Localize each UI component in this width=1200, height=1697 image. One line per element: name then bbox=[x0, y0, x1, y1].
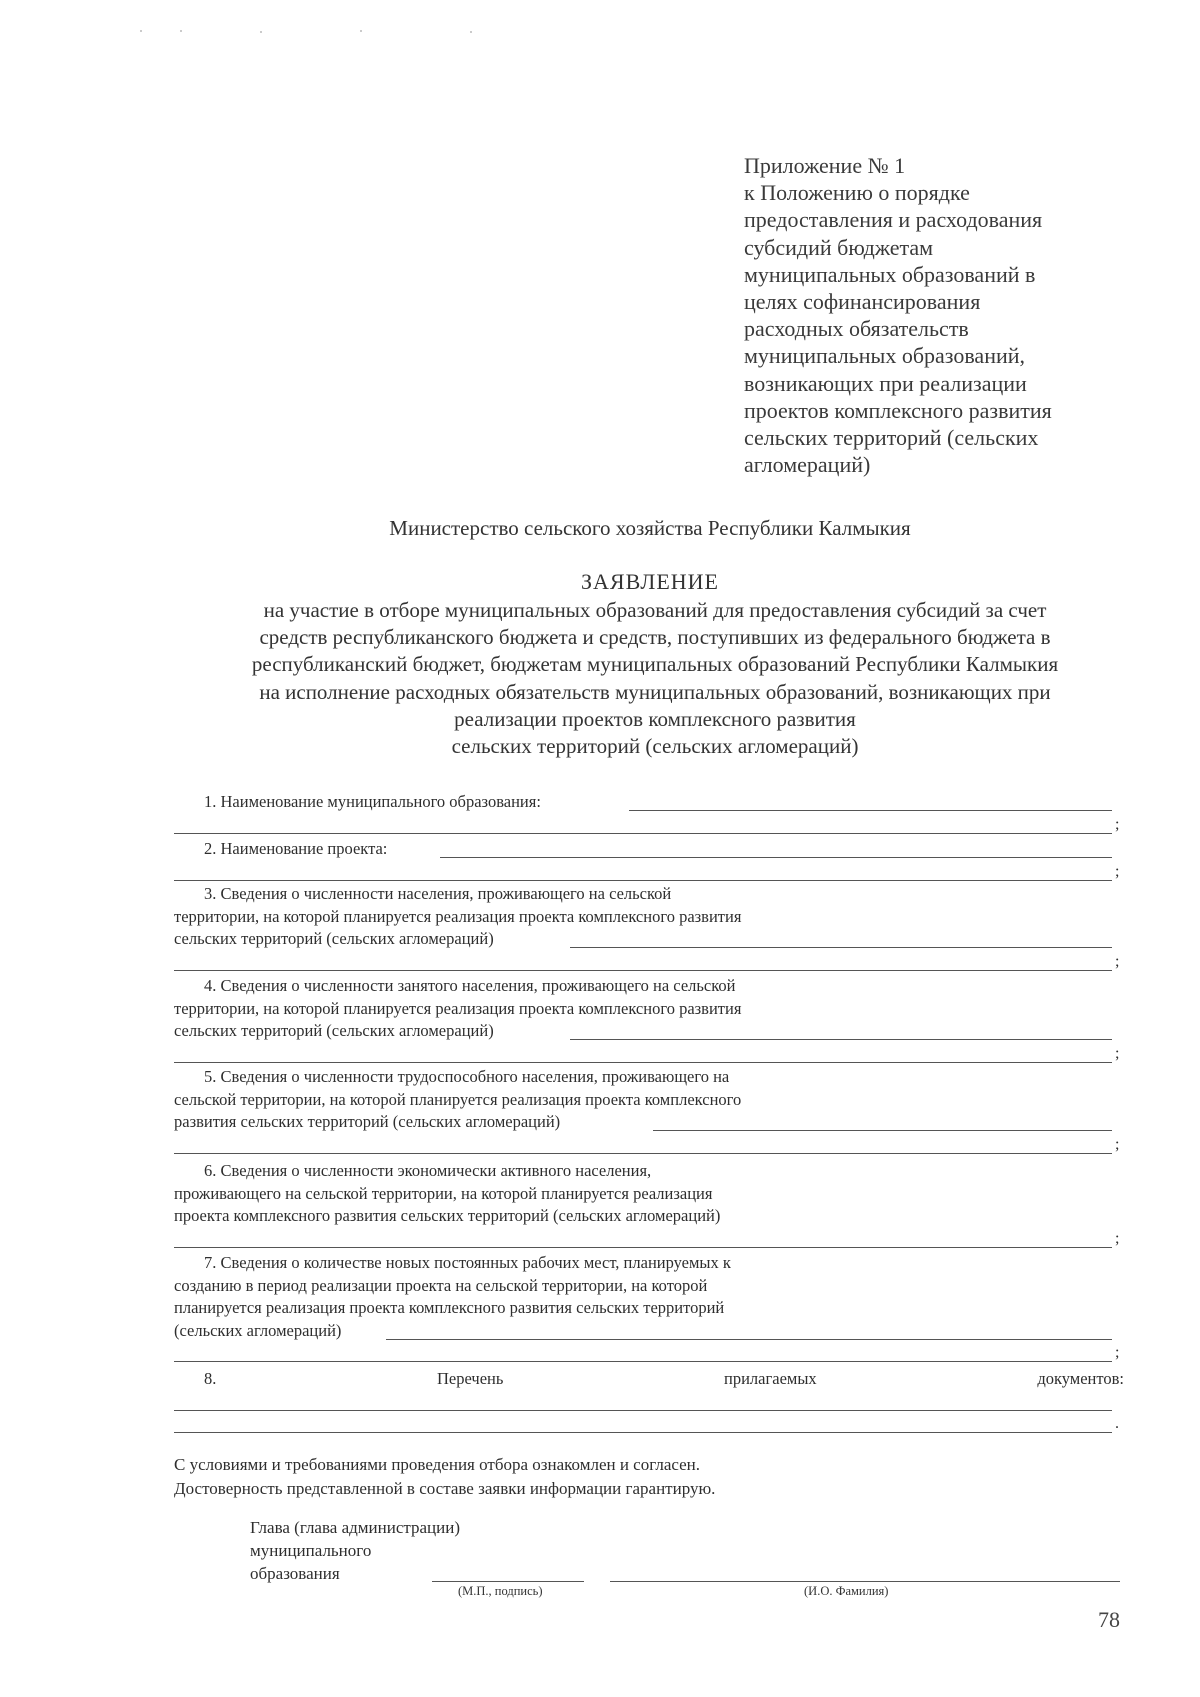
item-1-label: 1. Наименование муниципального образования: bbox=[204, 792, 541, 811]
appendix-line: муниципальных образований, bbox=[744, 343, 1026, 369]
item-5-blank-continued[interactable] bbox=[174, 1136, 1112, 1154]
form-item-7 bbox=[174, 1252, 1120, 1365]
full-name-field[interactable] bbox=[610, 1581, 1120, 1582]
item-7-line: планируется реализация проекта комплексного развития сельских территорий bbox=[174, 1298, 725, 1317]
item-1-semicolon: ; bbox=[1115, 815, 1120, 833]
item-5-blank[interactable] bbox=[653, 1113, 1112, 1131]
item-3-blank-continued[interactable] bbox=[174, 953, 1112, 971]
item-7-line: 7. Сведения о количестве новых постоянных рабочих мест, планируемых к bbox=[204, 1253, 731, 1272]
appendix-line: возникающих при реализации bbox=[744, 370, 1027, 396]
scan-speck bbox=[140, 30, 142, 32]
document-title: ЗАЯВЛЕНИЕ bbox=[581, 569, 719, 594]
appendix-line: агломераций) bbox=[744, 452, 871, 478]
item-3-semicolon: ; bbox=[1115, 952, 1120, 970]
item-4-line: сельских территорий (сельских агломераций) bbox=[174, 1021, 494, 1040]
subtitle-line: средств республиканского бюджета и средств, поступивших из федерального бюджета в bbox=[259, 625, 1051, 650]
scan-speck bbox=[470, 31, 472, 33]
subtitle-line: республиканский бюджет, бюджетам муниципальных образований Республики Калмыкия bbox=[251, 652, 1059, 677]
item-7-blank-continued[interactable] bbox=[174, 1344, 1112, 1362]
consent-line: Достоверность представленной в составе заявки информации гарантирую. bbox=[174, 1479, 716, 1498]
item-6-line: 6. Сведения о численности экономически активного населения, bbox=[204, 1161, 652, 1180]
item-7-line: созданию в период реализации проекта на сельской территории, на которой bbox=[174, 1275, 708, 1295]
appendix-line: муниципальных образований в bbox=[744, 261, 1036, 287]
form-item-2 bbox=[174, 838, 1120, 883]
consent-statement bbox=[174, 1453, 715, 1501]
item-8-blank-continued[interactable] bbox=[174, 1415, 1112, 1433]
signer-line: Глава (глава администрации) bbox=[250, 1518, 461, 1537]
item-8-period: . bbox=[1115, 1415, 1119, 1432]
scan-speck bbox=[360, 30, 362, 32]
item-1-blank-continued[interactable] bbox=[174, 816, 1112, 834]
item-5-line: развития сельских территорий (сельских агломераций) bbox=[174, 1112, 561, 1131]
item-8-word: документов: bbox=[1037, 1369, 1124, 1388]
full-name-caption: (И.О. Фамилия) bbox=[804, 1584, 889, 1598]
form-item-6 bbox=[174, 1160, 1120, 1250]
signature-caption: (М.П., подпись) bbox=[458, 1584, 543, 1598]
item-4-line: территории, на которой планируется реализация проекта комплексного развития bbox=[174, 998, 742, 1018]
form-item-3 bbox=[174, 883, 1120, 973]
item-3-line: территории, на которой планируется реализация проекта комплексного развития bbox=[174, 906, 742, 926]
signer-line: образования bbox=[250, 1564, 340, 1583]
appendix-line: Приложение № 1 bbox=[744, 153, 906, 178]
item-6-semicolon: ; bbox=[1115, 1229, 1120, 1247]
item-4-semicolon: ; bbox=[1115, 1044, 1120, 1062]
item-8-word: Перечень bbox=[437, 1369, 504, 1388]
subtitle-line: сельских территорий (сельских агломераций) bbox=[451, 734, 859, 759]
item-2-blank[interactable] bbox=[440, 840, 1112, 858]
document-subtitle bbox=[170, 597, 1140, 760]
subtitle-line: на исполнение расходных обязательств муниципальных образований, возникающих при bbox=[259, 679, 1051, 704]
appendix-line: предоставления и расходования bbox=[744, 207, 1043, 233]
item-3-line: 3. Сведения о численности населения, проживающего на сельской bbox=[204, 884, 672, 903]
form-item-1 bbox=[174, 791, 1120, 836]
item-8-blank[interactable] bbox=[174, 1393, 1112, 1411]
item-3-line: сельских территорий (сельских агломераций) bbox=[174, 929, 494, 948]
item-4-line: 4. Сведения о численности занятого населения, проживающего на сельской bbox=[204, 976, 736, 995]
item-7-semicolon: ; bbox=[1115, 1344, 1120, 1361]
form-item-4 bbox=[174, 975, 1120, 1065]
item-4-blank[interactable] bbox=[570, 1022, 1112, 1040]
item-2-blank-continued[interactable] bbox=[174, 863, 1112, 881]
appendix-line: к Положению о порядке bbox=[744, 180, 970, 206]
item-4-blank-continued[interactable] bbox=[174, 1045, 1112, 1063]
subtitle-line: реализации проектов комплексного развития bbox=[454, 706, 856, 731]
item-8-number: 8. bbox=[204, 1369, 217, 1388]
signer-title bbox=[250, 1516, 460, 1585]
item-6-blank[interactable] bbox=[174, 1230, 1112, 1248]
appendix-line: сельских территорий (сельских bbox=[744, 425, 1039, 451]
form-item-5 bbox=[174, 1066, 1120, 1156]
item-8-word: прилагаемых bbox=[724, 1369, 817, 1388]
form-item-8 bbox=[174, 1368, 1124, 1436]
appendix-reference bbox=[744, 152, 1144, 478]
item-6-line: проекта комплексного развития сельских территорий (сельских агломераций) bbox=[174, 1206, 721, 1225]
appendix-line: субсидий бюджетам bbox=[744, 234, 934, 260]
consent-line: С условиями и требованиями проведения отбора ознакомлен и согласен. bbox=[174, 1455, 701, 1474]
item-7-blank[interactable] bbox=[386, 1322, 1112, 1340]
signature-field[interactable] bbox=[432, 1581, 584, 1582]
ministry-name: Министерство сельского хозяйства Республики Калмыкия bbox=[389, 516, 911, 540]
item-7-line: (сельских агломераций) bbox=[174, 1320, 342, 1340]
signer-line: муниципального bbox=[250, 1541, 372, 1560]
item-3-blank[interactable] bbox=[570, 930, 1112, 948]
appendix-line: проектов комплексного развития bbox=[744, 397, 1052, 423]
item-5-line: 5. Сведения о численности трудоспособного населения, проживающего на bbox=[204, 1067, 730, 1086]
item-5-line: сельской территории, на которой планируется реализация проекта комплексного bbox=[174, 1089, 742, 1109]
appendix-line: расходных обязательств bbox=[744, 316, 969, 342]
scan-speck bbox=[180, 30, 182, 32]
item-2-label: 2. Наименование проекта: bbox=[204, 839, 388, 858]
scan-speck bbox=[260, 31, 262, 33]
appendix-line: целях софинансирования bbox=[744, 289, 981, 315]
item-1-blank[interactable] bbox=[629, 793, 1112, 811]
item-2-semicolon: ; bbox=[1115, 862, 1120, 880]
item-6-line: проживающего на сельской территории, на которой планируется реализация bbox=[174, 1183, 713, 1203]
subtitle-line: на участие в отборе муниципальных образований для предоставления субсидий за счет bbox=[263, 598, 1047, 622]
item-5-semicolon: ; bbox=[1115, 1135, 1120, 1153]
page-number: 78 bbox=[1098, 1607, 1120, 1632]
